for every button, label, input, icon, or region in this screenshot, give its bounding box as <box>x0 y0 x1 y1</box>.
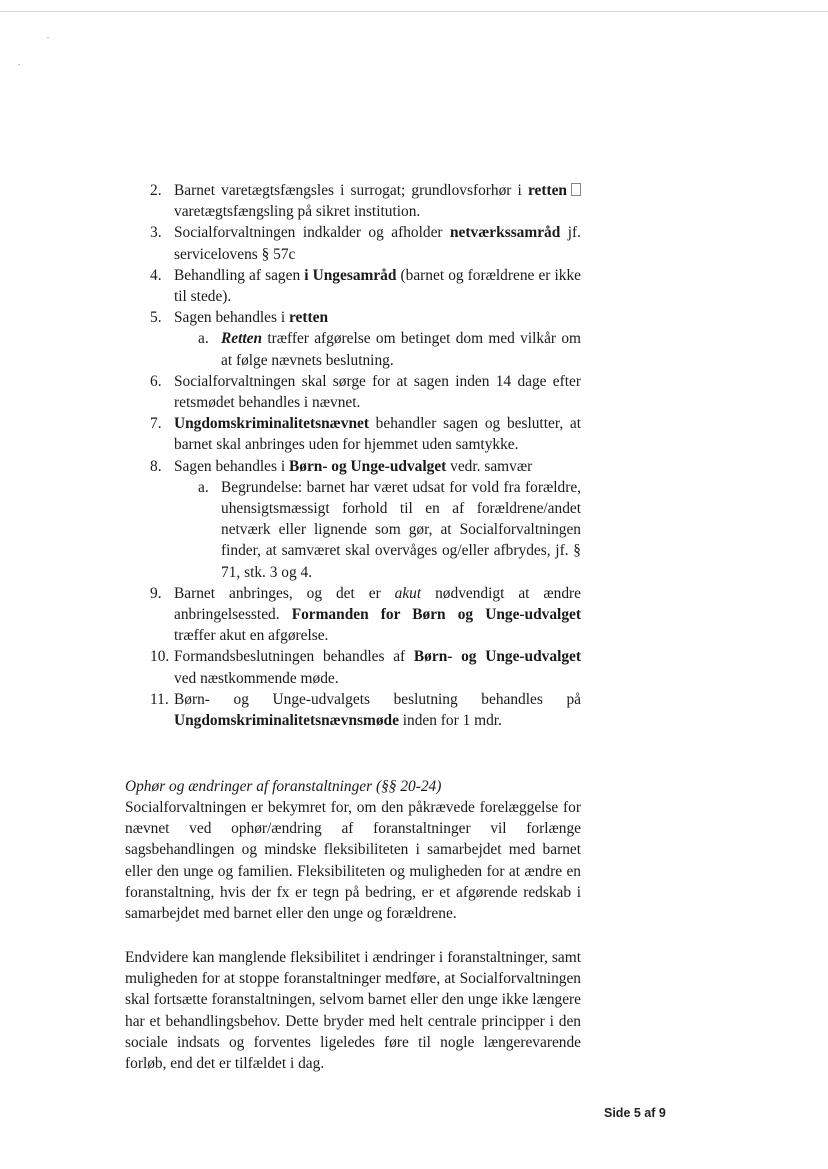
list-item-number: 3. <box>150 224 162 242</box>
sub-list-item-text <box>221 328 581 370</box>
list-item <box>150 646 581 688</box>
text-run: Behandling af sagen <box>174 266 305 284</box>
list-item <box>150 456 581 477</box>
list-item-number: 2. <box>150 182 162 199</box>
body-paragraph-2 <box>125 947 581 1074</box>
list-item <box>150 583 581 647</box>
text-run: (barnet og forældrene er ikke til stede). <box>174 266 581 306</box>
text-run: Socialforvaltningen indkalder og afholder <box>174 224 450 242</box>
sub-list-item-text <box>221 477 581 583</box>
list-item <box>150 371 581 413</box>
list-item-text <box>174 413 581 455</box>
list-item-text <box>174 265 581 307</box>
list-item <box>150 689 581 731</box>
bold-text <box>221 330 262 347</box>
text-run: inden for 1 mdr. <box>398 712 502 730</box>
text-run: træffer akut en afgørelse. <box>174 627 329 645</box>
list-item <box>150 413 581 455</box>
sub-list-item <box>198 477 581 583</box>
list-item <box>150 222 581 264</box>
list-item-text <box>174 646 581 688</box>
body-paragraph-1 <box>125 797 581 924</box>
sub-list-item-letter: a. <box>198 478 209 496</box>
bold-text: Børn- og Unge-udvalget <box>413 648 581 666</box>
missing-glyph-box-icon <box>571 183 581 196</box>
list-item-text <box>174 307 581 328</box>
list-item-text <box>174 180 581 222</box>
text-run: jf. servicelovens § 57c <box>174 224 581 263</box>
text-run: Socialforvaltningen skal sørge for at sagen inden 14 dage efter retsmødet behandles i nævnet. <box>174 372 581 412</box>
text-run: Børn- og Unge-udvalgets beslutning behandles på <box>174 690 581 708</box>
text-run: varetægtsfængsling på sikret institution. <box>174 203 421 221</box>
list-item <box>150 180 581 222</box>
text-run: træffer afgørelse om betinget dom med vilkår om at følge nævnets beslutning. <box>221 330 581 369</box>
list-item-text <box>174 689 581 731</box>
bold-text: Børn- og Unge-udvalget <box>288 457 447 475</box>
list-item-number: 4. <box>150 266 162 284</box>
page-number: Side 5 af 9 <box>604 1106 666 1120</box>
bold-text: Ungdomskriminalitetsnævnet <box>174 415 369 433</box>
text-run: Barnet varetægtsfængsles i surrogat; grundlovsforhør i <box>174 182 528 199</box>
text-run: vedr. samvær <box>446 457 533 475</box>
paragraph-text: Socialforvaltningen er bekymret for, om den påkrævede forelæggelse for nævnet ved ophør/ændring af foranstaltninger vil forlænge sagsbehandlingen og mindske fleksibiliteten i samarbejdet med barnet eller den unge og familien. Fleksibiliteten og muligheden for at ændre en foranstaltning, hvis der fx er tegn på bedring, er et afgørende redskab i samarbejdet med barnet eller den unge og forældrene. <box>125 799 581 923</box>
bold-text: retten <box>288 309 329 327</box>
scan-speck <box>18 64 20 65</box>
sub-list-item <box>198 328 581 370</box>
scan-edge-line <box>0 11 828 12</box>
bold-text: netværkssamråd <box>449 224 561 242</box>
list-item-text <box>174 371 581 413</box>
list-item-number: 8. <box>150 457 162 475</box>
list-item-text <box>174 222 581 264</box>
list-item-number: 9. <box>150 584 162 602</box>
text-run: behandler sagen og beslutter, at barnet skal anbringes uden for hjemmet uden samtykke. <box>174 415 581 454</box>
text-run: Sagen behandles i <box>174 309 289 327</box>
procedure-step-list <box>150 180 581 731</box>
bold-text: retten <box>527 182 567 199</box>
list-item-text <box>174 583 581 647</box>
emphasis-text: Retten <box>221 330 263 348</box>
scan-speck <box>47 37 49 38</box>
text-run: Begrundelse: barnet har været udsat for vold fra forældre, uhensigtsmæssigt forhold til en af forældrene/andet netværk eller lignende som gør, at Socialforvaltningen finder, at samværet skal overvåges og/eller afbrydes, jf. § 71, stk. 3 og 4. <box>221 478 581 581</box>
italic-text: akut <box>394 584 422 602</box>
list-item <box>150 265 581 307</box>
section-heading: Ophør og ændringer af foranstaltninger (§§ 20-24) <box>125 778 442 795</box>
bold-text: Formanden for Børn og Unge-udvalget <box>291 606 581 624</box>
text-run: Sagen behandles i <box>174 457 289 475</box>
text-run: Barnet anbringes, og det er <box>174 584 395 602</box>
list-item-number: 7. <box>150 415 162 433</box>
bold-text: i Ungesamråd <box>304 266 397 284</box>
sub-list-item-letter: a. <box>198 330 209 348</box>
text-run: ved næstkommende møde. <box>174 669 339 687</box>
paragraph-text: Endvidere kan manglende fleksibilitet i ændringer i foranstaltninger, samt muligheden for at stoppe foranstaltninger medføre, at Socialforvaltningen skal fortsætte foranstaltningen, selvom barnet eller den unge ikke længere har et behandlingsbehov. Dette bryder med helt centrale principper i den sociale indsats og forventes ligeledes føre til nogle længerevarende forløb, end det er tilfældet i dag. <box>125 949 581 1073</box>
text-run: nødvendigt at ændre anbringelsessted. <box>174 584 582 624</box>
list-item-number: 10. <box>150 648 170 666</box>
list-item-text <box>174 456 581 477</box>
text-run: Formandsbeslutningen behandles af <box>174 648 414 666</box>
list-item-number: 6. <box>150 372 162 390</box>
list-item <box>150 307 581 328</box>
list-item-number: 11. <box>150 690 169 708</box>
bold-text: Ungdomskriminalitetsnævnsmøde <box>174 712 399 730</box>
list-item-number: 5. <box>150 309 162 327</box>
